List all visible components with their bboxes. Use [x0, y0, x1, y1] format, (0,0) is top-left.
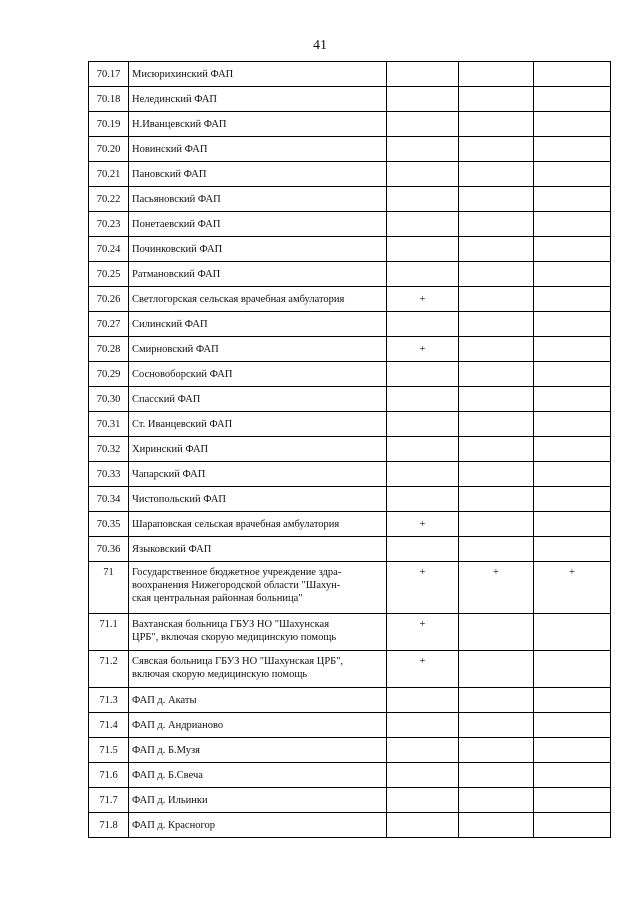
row-number-cell: 71.3	[89, 688, 129, 713]
row-number-cell: 71	[89, 562, 129, 614]
column-3-mark-cell	[534, 614, 611, 651]
column-3-mark-cell	[534, 62, 611, 87]
column-1-mark-cell	[387, 187, 459, 212]
column-2-mark-cell	[459, 112, 534, 137]
column-2-mark-cell	[459, 512, 534, 537]
column-1-mark-cell	[387, 237, 459, 262]
table-row	[89, 362, 611, 387]
column-1-mark-cell	[387, 162, 459, 187]
column-1-mark-cell	[387, 262, 459, 287]
facility-name-cell: Ст. Иванцевский ФАП	[129, 412, 387, 437]
column-3-mark-cell	[534, 312, 611, 337]
column-1-mark-cell	[387, 212, 459, 237]
column-1-mark-cell: +	[387, 287, 459, 312]
facility-name-cell: Силинский ФАП	[129, 312, 387, 337]
column-1-mark-cell	[387, 763, 459, 788]
table-row	[89, 651, 611, 688]
column-1-mark-cell	[387, 813, 459, 838]
facility-name-cell: Смирновский ФАП	[129, 337, 387, 362]
column-2-mark-cell	[459, 813, 534, 838]
table-row	[89, 614, 611, 651]
table-body	[89, 62, 611, 838]
row-number-cell: 70.26	[89, 287, 129, 312]
table-row	[89, 487, 611, 512]
facility-name-cell: Сосновоборский ФАП	[129, 362, 387, 387]
table-row	[89, 262, 611, 287]
table-row	[89, 713, 611, 738]
table-row	[89, 287, 611, 312]
page-number: 41	[313, 38, 327, 53]
column-3-mark-cell	[534, 651, 611, 688]
table-row	[89, 387, 611, 412]
column-3-mark-cell	[534, 262, 611, 287]
column-2-mark-cell	[459, 713, 534, 738]
column-1-mark-cell: +	[387, 562, 459, 614]
column-2-mark-cell	[459, 763, 534, 788]
column-2-mark-cell	[459, 62, 534, 87]
row-number-cell: 70.27	[89, 312, 129, 337]
row-number-cell: 71.5	[89, 738, 129, 763]
column-3-mark-cell	[534, 738, 611, 763]
column-1-mark-cell: +	[387, 614, 459, 651]
facility-name-cell: Языковский ФАП	[129, 537, 387, 562]
row-number-cell: 71.1	[89, 614, 129, 651]
column-1-mark-cell	[387, 487, 459, 512]
column-1-mark-cell: +	[387, 512, 459, 537]
column-2-mark-cell	[459, 287, 534, 312]
row-number-cell: 70.20	[89, 137, 129, 162]
column-1-mark-cell	[387, 688, 459, 713]
column-3-mark-cell	[534, 412, 611, 437]
facility-name-cell: Ратмановский ФАП	[129, 262, 387, 287]
row-number-cell: 70.33	[89, 462, 129, 487]
column-3-mark-cell	[534, 713, 611, 738]
table-row	[89, 237, 611, 262]
facility-name-cell: Государственное бюджетное учреждение здра- воохранения Нижегородской области "Шахун- ская центральная районная больница"	[129, 562, 387, 614]
table-row	[89, 537, 611, 562]
column-1-mark-cell	[387, 713, 459, 738]
row-number-cell: 70.30	[89, 387, 129, 412]
facility-name-cell: Новинский ФАП	[129, 137, 387, 162]
table-row	[89, 738, 611, 763]
facility-name-cell: Починковский ФАП	[129, 237, 387, 262]
column-2-mark-cell	[459, 788, 534, 813]
table-row	[89, 512, 611, 537]
row-number-cell: 70.32	[89, 437, 129, 462]
facility-name-cell: Вахтанская больница ГБУЗ НО "Шахунская ЦРБ", включая скорую медицинскую помощь	[129, 614, 387, 651]
column-3-mark-cell	[534, 763, 611, 788]
facility-name-cell: ФАП д. Красногор	[129, 813, 387, 838]
row-number-cell: 70.25	[89, 262, 129, 287]
column-1-mark-cell	[387, 387, 459, 412]
column-1-mark-cell	[387, 537, 459, 562]
column-2-mark-cell	[459, 462, 534, 487]
facility-name-cell: Понетаевский ФАП	[129, 212, 387, 237]
column-3-mark-cell	[534, 537, 611, 562]
column-3-mark-cell	[534, 362, 611, 387]
column-1-mark-cell	[387, 437, 459, 462]
column-2-mark-cell	[459, 651, 534, 688]
row-number-cell: 70.21	[89, 162, 129, 187]
table-row	[89, 187, 611, 212]
row-number-cell: 70.28	[89, 337, 129, 362]
facilities-table	[88, 61, 611, 838]
table-row	[89, 112, 611, 137]
facility-name-cell: Шараповская сельская врачебная амбулатория	[129, 512, 387, 537]
column-2-mark-cell	[459, 212, 534, 237]
column-1-mark-cell: +	[387, 337, 459, 362]
facility-name-cell: Хиринский ФАП	[129, 437, 387, 462]
column-2-mark-cell	[459, 387, 534, 412]
table-row	[89, 87, 611, 112]
column-2-mark-cell	[459, 688, 534, 713]
column-2-mark-cell	[459, 237, 534, 262]
column-3-mark-cell	[534, 337, 611, 362]
column-2-mark-cell	[459, 437, 534, 462]
table-row	[89, 763, 611, 788]
column-1-mark-cell	[387, 312, 459, 337]
facility-name-cell: Сявская больница ГБУЗ НО "Шахунская ЦРБ", включая скорую медицинскую помощь	[129, 651, 387, 688]
table-row	[89, 412, 611, 437]
column-2-mark-cell	[459, 412, 534, 437]
facility-name-cell: Чапарский ФАП	[129, 462, 387, 487]
table-row	[89, 813, 611, 838]
facility-name-cell: Светлогорская сельская врачебная амбулатория	[129, 287, 387, 312]
column-1-mark-cell	[387, 137, 459, 162]
table-row	[89, 562, 611, 614]
row-number-cell: 71.2	[89, 651, 129, 688]
column-1-mark-cell	[387, 788, 459, 813]
table-row	[89, 788, 611, 813]
facility-name-cell: ФАП д. Андрианово	[129, 713, 387, 738]
facility-name-cell: Пановский ФАП	[129, 162, 387, 187]
column-1-mark-cell	[387, 362, 459, 387]
column-1-mark-cell: +	[387, 651, 459, 688]
column-2-mark-cell	[459, 337, 534, 362]
facility-name-cell: Спасский ФАП	[129, 387, 387, 412]
table-row	[89, 437, 611, 462]
column-3-mark-cell	[534, 462, 611, 487]
column-1-mark-cell	[387, 87, 459, 112]
column-3-mark-cell	[534, 688, 611, 713]
column-2-mark-cell	[459, 262, 534, 287]
column-2-mark-cell	[459, 187, 534, 212]
row-number-cell: 70.17	[89, 62, 129, 87]
column-1-mark-cell	[387, 62, 459, 87]
column-2-mark-cell	[459, 487, 534, 512]
column-2-mark-cell	[459, 537, 534, 562]
column-3-mark-cell	[534, 287, 611, 312]
column-2-mark-cell	[459, 362, 534, 387]
facility-name-cell: ФАП д. Ильинки	[129, 788, 387, 813]
table-row	[89, 137, 611, 162]
column-3-mark-cell: +	[534, 562, 611, 614]
column-2-mark-cell	[459, 738, 534, 763]
column-3-mark-cell	[534, 437, 611, 462]
row-number-cell: 71.4	[89, 713, 129, 738]
column-3-mark-cell	[534, 387, 611, 412]
column-3-mark-cell	[534, 112, 611, 137]
table-row	[89, 337, 611, 362]
table-row	[89, 688, 611, 713]
column-3-mark-cell	[534, 237, 611, 262]
row-number-cell: 70.35	[89, 512, 129, 537]
column-2-mark-cell	[459, 312, 534, 337]
facility-name-cell: Пасьяновский ФАП	[129, 187, 387, 212]
column-3-mark-cell	[534, 187, 611, 212]
facility-name-cell: Мисюрихинский ФАП	[129, 62, 387, 87]
column-3-mark-cell	[534, 162, 611, 187]
facility-name-cell: ФАП д. Б.Музя	[129, 738, 387, 763]
row-number-cell: 71.6	[89, 763, 129, 788]
row-number-cell: 70.18	[89, 87, 129, 112]
table-row	[89, 62, 611, 87]
column-3-mark-cell	[534, 212, 611, 237]
table-row	[89, 162, 611, 187]
column-1-mark-cell	[387, 462, 459, 487]
row-number-cell: 70.22	[89, 187, 129, 212]
table-row	[89, 312, 611, 337]
column-2-mark-cell: +	[459, 562, 534, 614]
column-3-mark-cell	[534, 137, 611, 162]
row-number-cell: 70.29	[89, 362, 129, 387]
row-number-cell: 70.36	[89, 537, 129, 562]
column-3-mark-cell	[534, 487, 611, 512]
row-number-cell: 71.8	[89, 813, 129, 838]
facility-name-cell: Чистопольский ФАП	[129, 487, 387, 512]
column-1-mark-cell	[387, 112, 459, 137]
column-2-mark-cell	[459, 87, 534, 112]
row-number-cell: 70.31	[89, 412, 129, 437]
row-number-cell: 70.24	[89, 237, 129, 262]
facility-name-cell: Нелединский ФАП	[129, 87, 387, 112]
table-row	[89, 462, 611, 487]
column-2-mark-cell	[459, 614, 534, 651]
facility-name-cell: ФАП д. Б.Свеча	[129, 763, 387, 788]
row-number-cell: 70.34	[89, 487, 129, 512]
column-3-mark-cell	[534, 512, 611, 537]
column-3-mark-cell	[534, 788, 611, 813]
facility-name-cell: Н.Иванцевский ФАП	[129, 112, 387, 137]
row-number-cell: 70.23	[89, 212, 129, 237]
column-2-mark-cell	[459, 137, 534, 162]
column-1-mark-cell	[387, 738, 459, 763]
table-row	[89, 212, 611, 237]
row-number-cell: 70.19	[89, 112, 129, 137]
column-1-mark-cell	[387, 412, 459, 437]
row-number-cell: 71.7	[89, 788, 129, 813]
facility-name-cell: ФАП д. Акаты	[129, 688, 387, 713]
column-3-mark-cell	[534, 813, 611, 838]
column-3-mark-cell	[534, 87, 611, 112]
column-2-mark-cell	[459, 162, 534, 187]
